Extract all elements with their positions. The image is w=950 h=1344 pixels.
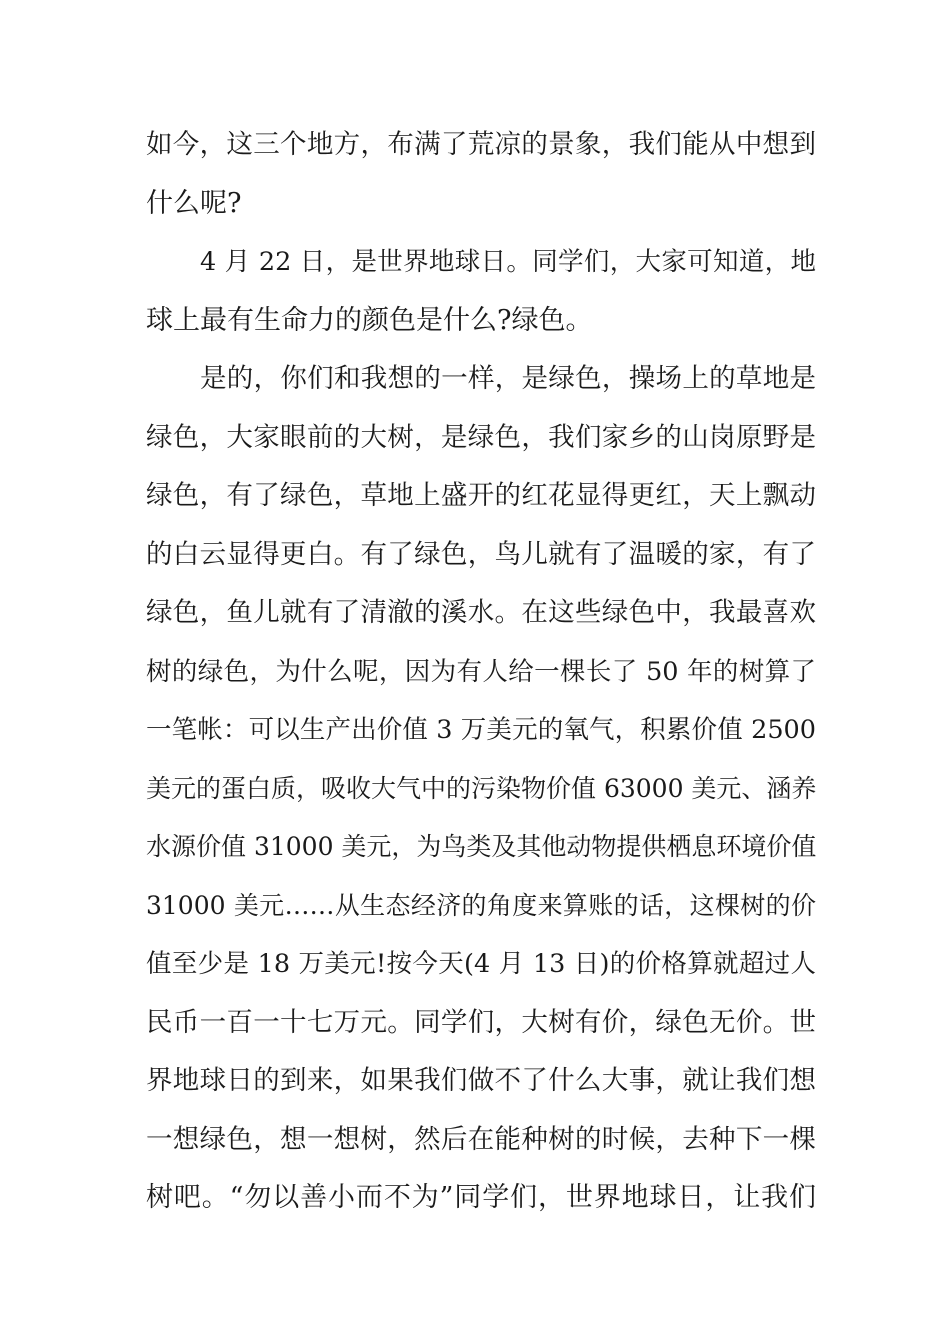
paragraph-2-line-2: 球上最有生命力的颜色是什么?绿色。 [146,304,593,336]
paragraph-3-line-9: 水源价值 31000 美元，为鸟类及其他动物提供栖息环境价值 [146,832,817,861]
paragraph-3-line-14: 一想绿色，想一想树，然后在能种树的时候，去种下一棵 [146,1123,816,1155]
paragraph-3-line-11: 值至少是 18 万美元!按今天(4 月 13 日)的价格算就超过人 [146,949,816,979]
document-body [146,116,816,1228]
paragraph-3-line-1: 是的，你们和我想的一样，是绿色，操场上的草地是 [200,363,816,394]
paragraph-3-line-8: 美元的蛋白质，吸收大气中的污染物价值 63000 美元、涵养 [146,773,817,803]
paragraph-3-line-13: 界地球日的到来，如果我们做不了什么大事，就让我们想 [146,1065,816,1096]
paragraph-1-line-2: 什么呢? [146,187,242,219]
paragraph-3-line-7: 一笔帐：可以生产出价值 3 万美元的氧气，积累价值 2500 [146,715,816,745]
paragraph-1-line-1: 如今，这三个地方，布满了荒凉的景象，我们能从中想到 [146,129,816,160]
paragraph-2-line-1: 4 月 22 日，是世界地球日。同学们，大家可知道，地 [200,247,816,277]
paragraph-3-line-4: 的白云显得更白。有了绿色，鸟儿就有了温暖的家，有了 [146,538,816,570]
paragraph-3-line-5: 绿色，鱼儿就有了清澈的溪水。在这些绿色中，我最喜欢 [146,597,816,628]
paragraph-3-line-10: 31000 美元……从生态经济的角度来算账的话，这棵树的价 [146,890,816,920]
paragraph-3-line-2: 绿色，大家眼前的大树，是绿色，我们家乡的山岗原野是 [146,421,816,453]
paragraph-3-line-3: 绿色，有了绿色，草地上盛开的红花显得更红，天上飘动 [146,480,816,511]
paragraph-3-line-15: 树吧。“勿以善小而不为”同学们，世界地球日，让我们 [146,1182,816,1213]
paragraph-3-line-6: 树的绿色，为什么呢，因为有人给一棵长了 50 年的树算了 [146,656,816,687]
paragraph-3-line-12: 民币一百一十七万元。同学们，大树有价，绿色无价。世 [146,1006,816,1038]
